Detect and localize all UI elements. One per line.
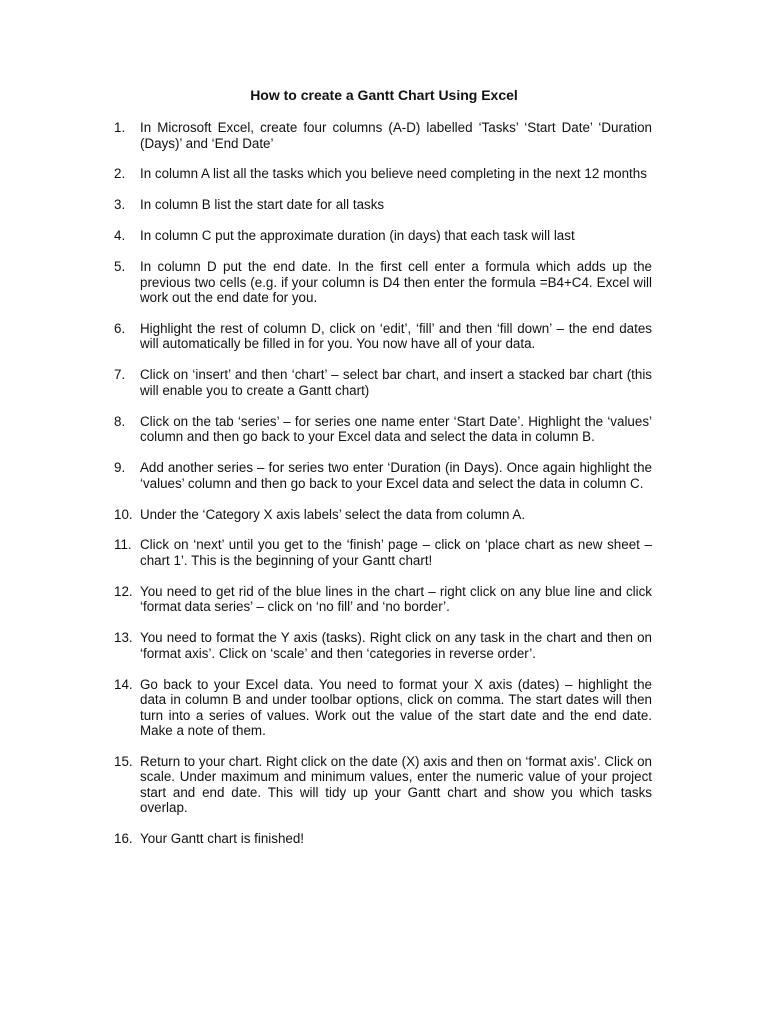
step-text: In Microsoft Excel, create four columns (A-D) labelled ‘Tasks’ ‘Start Date’ ‘Duration (Days)’ and ‘End Date’ bbox=[140, 120, 652, 151]
step-text: In column B list the start date for all tasks bbox=[140, 197, 385, 213]
step-item bbox=[114, 537, 652, 568]
step-number: 11. bbox=[114, 537, 132, 553]
step-number: 8. bbox=[114, 413, 126, 429]
step-number: 3. bbox=[114, 197, 126, 213]
step-number: 10. bbox=[114, 506, 133, 522]
step-item bbox=[114, 166, 652, 182]
step-item bbox=[114, 754, 652, 816]
step-item bbox=[114, 414, 652, 445]
step-text: Highlight the rest of column D, click on ‘edit’, ‘fill’ and then ‘fill down’ – the end dates will automatically be filled in for you. You now have all of your data. bbox=[140, 320, 652, 352]
step-item bbox=[114, 321, 652, 352]
step-text: Click on the tab ‘series’ – for series one name enter ‘Start Date’. Highlight the ‘values’ column and then go back to your Excel data and select the data in column B. bbox=[140, 413, 652, 445]
step-text: You need to format the Y axis (tasks). Right click on any task in the chart and then on ‘format axis’. Click on ‘scale’ and then ‘categories in reverse order’. bbox=[140, 630, 652, 661]
step-text: In column D put the end date. In the first cell enter a formula which adds up the previous two cells (e.g. if your column is D4 then enter the formula =B4+C4. Excel will work out the end date for you. bbox=[140, 259, 652, 306]
step-item bbox=[114, 259, 652, 306]
step-item bbox=[114, 228, 652, 244]
step-item bbox=[114, 677, 652, 739]
step-number: 16. bbox=[114, 831, 133, 847]
step-number: 4. bbox=[114, 228, 126, 244]
step-text: Your Gantt chart is finished! bbox=[140, 831, 305, 847]
step-text: Click on ‘next’ until you get to the ‘finish’ page – click on ‘place chart as new sheet – chart 1’. This is the beginning of your Gantt chart! bbox=[140, 537, 652, 568]
step-text: In column A list all the tasks which you believe need completing in the next 12 months bbox=[140, 166, 647, 182]
step-number: 1. bbox=[114, 120, 126, 135]
steps-list bbox=[114, 120, 652, 862]
step-number: 12. bbox=[114, 583, 133, 599]
step-item bbox=[114, 460, 652, 491]
step-number: 13. bbox=[114, 630, 133, 646]
step-text: Click on ‘insert’ and then ‘chart’ – select bar chart, and insert a stacked bar chart (this will enable you to create a Gantt chart) bbox=[140, 367, 652, 398]
step-text: Under the ‘Category X axis labels’ select the data from column A. bbox=[140, 506, 526, 522]
step-item bbox=[114, 367, 652, 398]
step-number: 9. bbox=[114, 460, 126, 476]
step-item bbox=[114, 120, 652, 151]
step-number: 5. bbox=[114, 259, 126, 275]
step-text: In column C put the approximate duration (in days) that each task will last bbox=[140, 228, 575, 244]
step-item bbox=[114, 630, 652, 661]
step-item bbox=[114, 197, 652, 213]
step-item bbox=[114, 831, 652, 847]
step-number: 2. bbox=[114, 166, 126, 182]
step-number: 7. bbox=[114, 367, 126, 383]
step-number: 15. bbox=[114, 753, 133, 769]
step-text: Add another series – for series two enter ‘Duration (in Days). Once again highlight the ‘values’ column and then go back to your Excel data and select the data in column C. bbox=[140, 460, 652, 491]
step-number: 6. bbox=[114, 320, 126, 336]
step-number: 14. bbox=[114, 676, 133, 692]
step-item bbox=[114, 584, 652, 615]
step-text: You need to get rid of the blue lines in the chart – right click on any blue line and click ‘format data series’ – click on ‘no fill’ and ‘no border’. bbox=[140, 583, 652, 615]
step-text: Go back to your Excel data. You need to format your X axis (dates) – highlight the data in column B and under toolbar options, click on comma. The start dates will then turn into a series of values. Work out the value of the start date and the end date. Make a note of them. bbox=[140, 676, 652, 739]
step-item bbox=[114, 507, 652, 523]
document-title: How to create a Gantt Chart Using Excel bbox=[250, 87, 518, 103]
step-text: Return to your chart. Right click on the date (X) axis and then on ‘format axis’. Click on scale. Under maximum and minimum values, enter the numeric value of your project start and end date. This will tidy up your Gantt chart and show you which tasks overlap. bbox=[140, 753, 652, 816]
